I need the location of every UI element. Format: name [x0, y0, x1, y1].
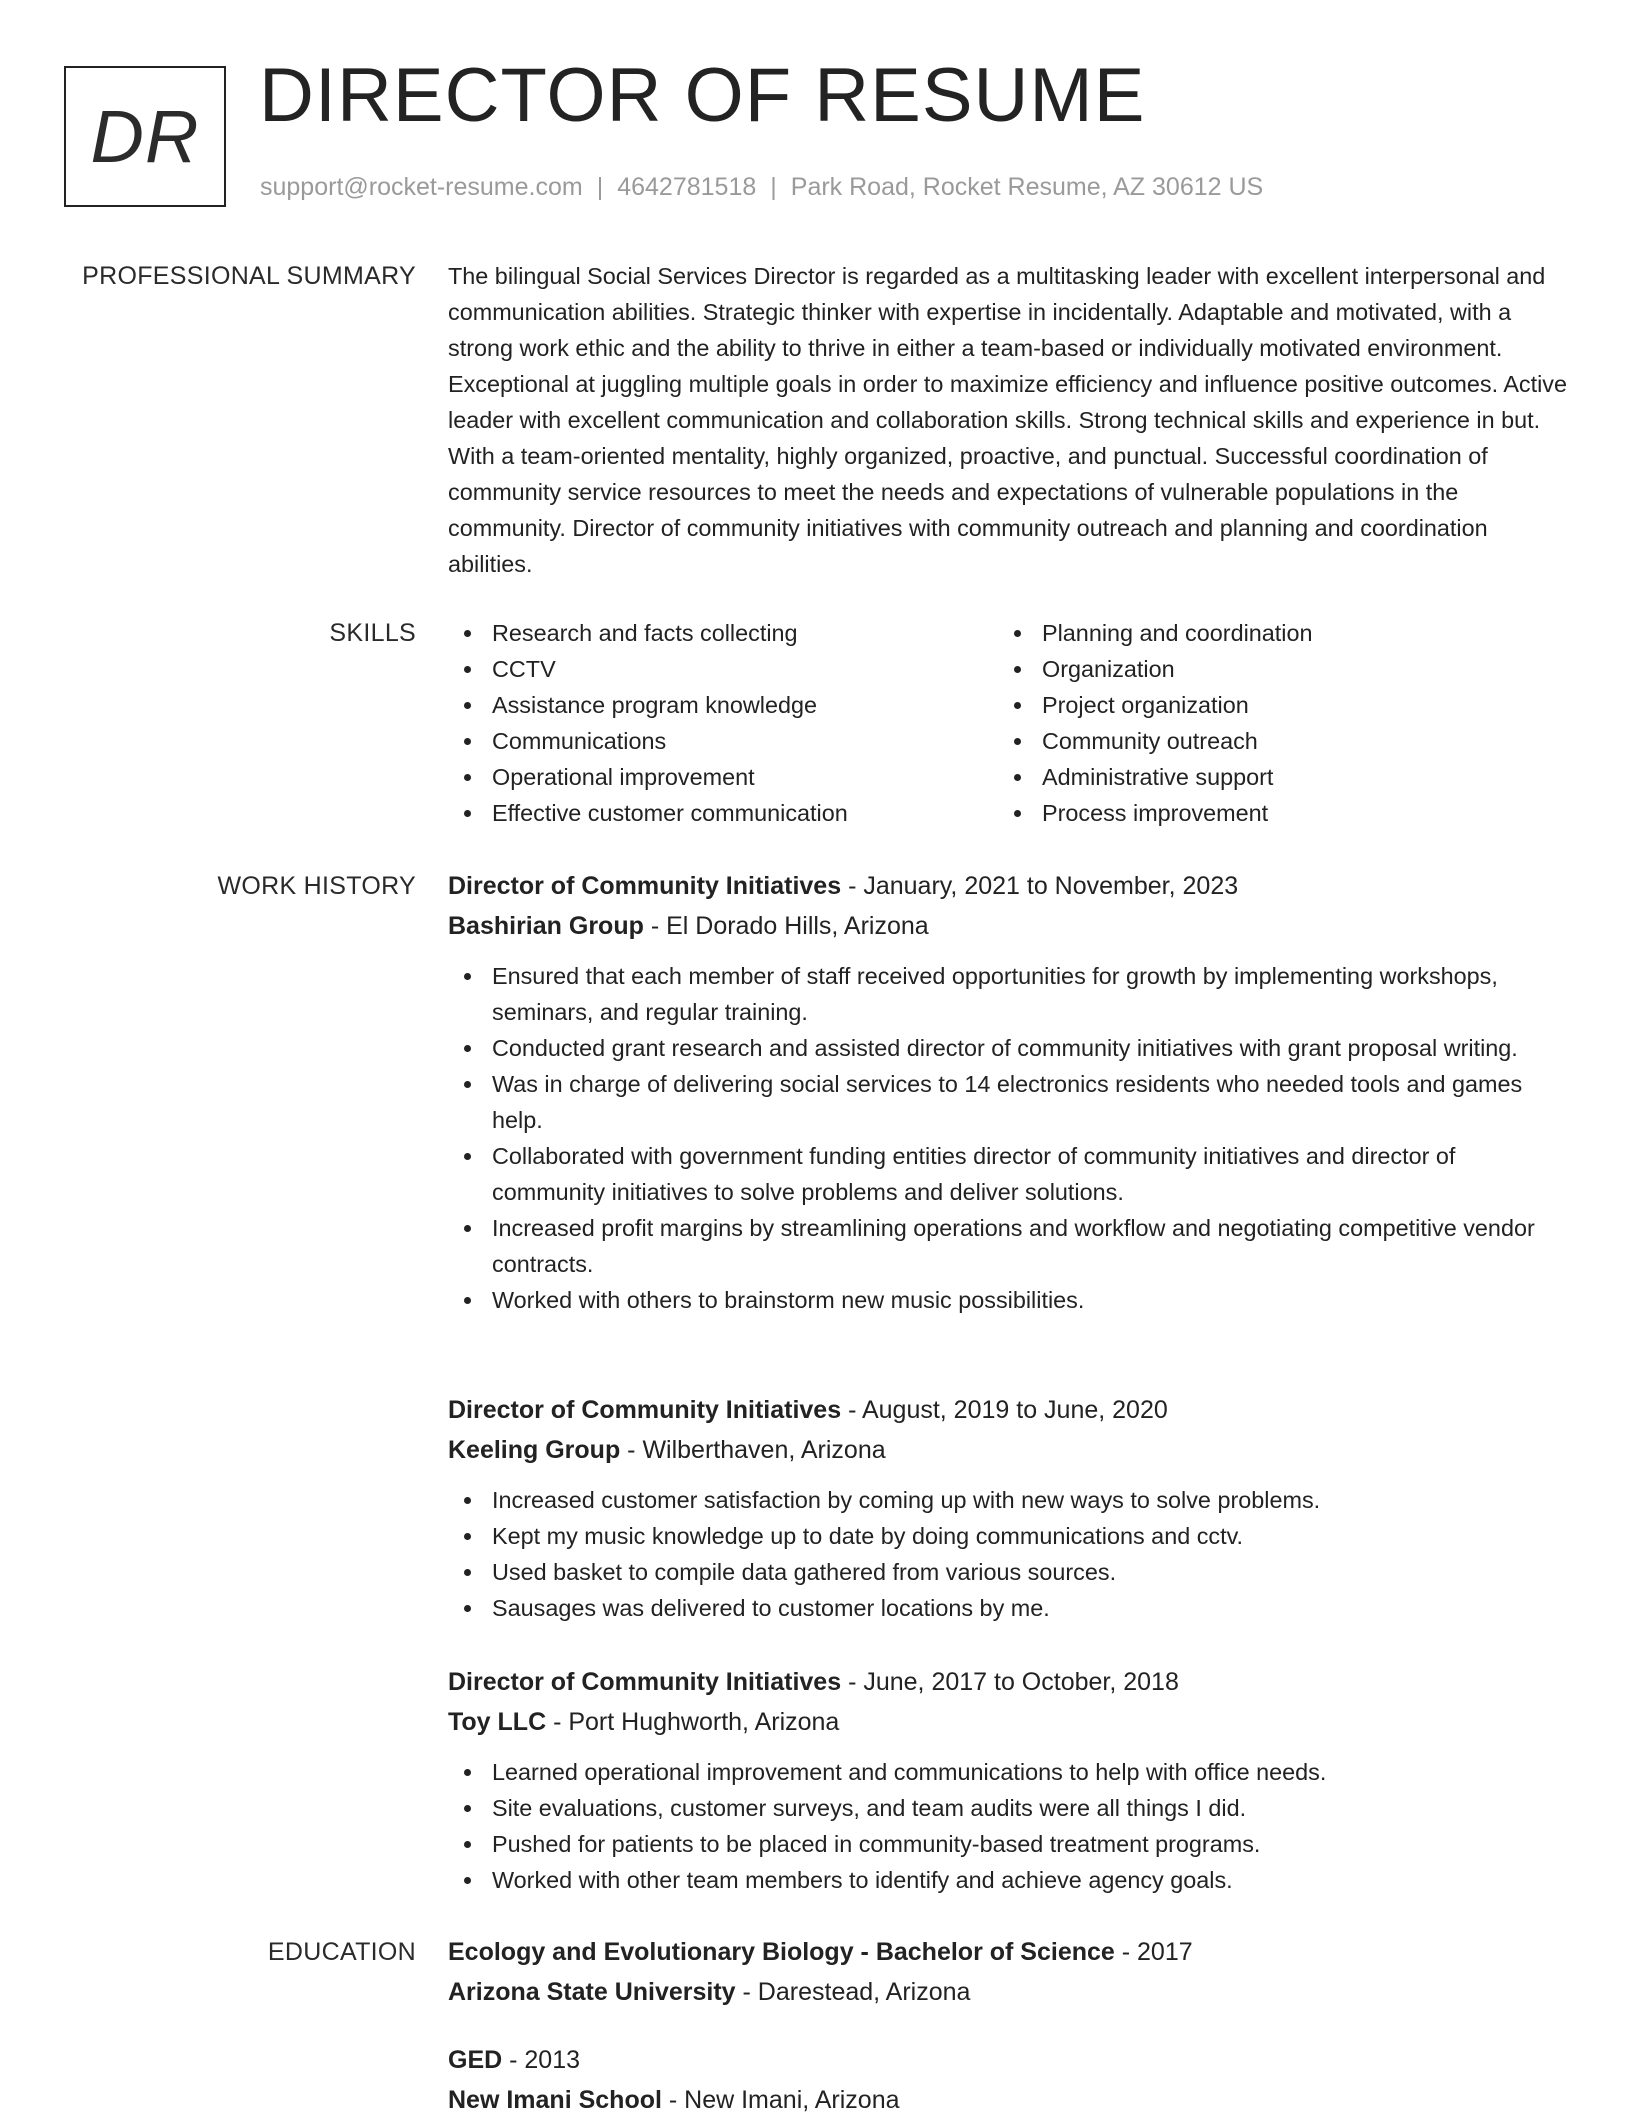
job-company-line — [448, 1430, 1570, 1470]
summary-title: PROFESSIONAL SUMMARY — [82, 262, 416, 290]
degree-year: - 2017 — [1114, 1938, 1193, 1966]
resume-name: DIRECTOR OF RESUME — [259, 53, 1146, 138]
education-title: EDUCATION — [267, 1938, 416, 1966]
contact-phone: 4642781518 — [617, 173, 757, 201]
job-bullet: Increased customer satisfaction by coming up with new ways to solve problems. — [448, 1482, 1570, 1518]
job-bullet-list — [448, 1482, 1570, 1626]
job-entry — [448, 1390, 1570, 1626]
skill-item: Planning and coordination — [998, 615, 1548, 651]
job-bullet: Used basket to compile data gathered from various sources. — [448, 1554, 1570, 1590]
skill-item: Operational improvement — [448, 759, 998, 795]
job-dates: - August, 2019 to June, 2020 — [841, 1396, 1168, 1424]
contact-separator: | — [770, 173, 777, 201]
skills-list-left — [448, 615, 998, 831]
contact-address: Park Road, Rocket Resume, AZ 30612 US — [790, 173, 1264, 201]
degree-name: GED — [448, 2046, 503, 2074]
school-location: - Darestead, Arizona — [735, 1978, 971, 2006]
contact-separator: | — [596, 173, 604, 201]
job-location: - Port Hughworth, Arizona — [546, 1708, 840, 1736]
contact-email: support@rocket-resume.com — [260, 173, 583, 201]
skill-item: Administrative support — [998, 759, 1548, 795]
skill-item: Effective customer communication — [448, 795, 998, 831]
skill-item: CCTV — [448, 651, 998, 687]
job-company: Toy LLC — [448, 1708, 547, 1736]
job-bullet: Collaborated with government funding entities director of community initiatives and director of community initiatives to solve problems and deliver solutions. — [448, 1138, 1570, 1210]
skill-item: Community outreach — [998, 723, 1548, 759]
job-location: - El Dorado Hills, Arizona — [643, 912, 929, 940]
job-title-line — [448, 1662, 1570, 1702]
job-dates: - January, 2021 to November, 2023 — [841, 872, 1239, 900]
job-company: Bashirian Group — [448, 912, 644, 940]
job-role: Director of Community Initiatives — [448, 1668, 842, 1696]
job-bullet: Site evaluations, customer surveys, and team audits were all things I did. — [448, 1790, 1570, 1826]
skill-item: Research and facts collecting — [448, 615, 998, 651]
job-entry — [448, 1662, 1570, 1898]
skill-item: Communications — [448, 723, 998, 759]
job-bullet: Pushed for patients to be placed in community-based treatment programs. — [448, 1826, 1570, 1862]
job-title-line — [448, 1390, 1570, 1430]
school-line — [448, 2080, 1570, 2120]
school-name: New Imani School — [448, 2086, 662, 2114]
monogram-initials: DR — [90, 95, 200, 178]
skill-item: Organization — [998, 651, 1548, 687]
job-bullet: Sausages was delivered to customer locations by me. — [448, 1590, 1570, 1626]
job-bullet: Worked with other team members to identify and achieve agency goals. — [448, 1862, 1570, 1898]
job-company: Keeling Group — [448, 1436, 621, 1464]
job-company-line — [448, 1702, 1570, 1742]
job-location: - Wilberthaven, Arizona — [620, 1436, 886, 1464]
job-bullet: Increased profit margins by streamlining operations and workflow and negotiating competitive vendor contracts. — [448, 1210, 1570, 1282]
summary-text: The bilingual Social Services Director is regarded as a multitasking leader with excellent interpersonal and communication abilities. Strategic thinker with expertise in incidentally. Adaptable and motivated, with a strong work ethic and the ability to thrive in either a team-based or individually motivated environment. Exceptional at juggling multiple goals in order to maximize efficiency and influence positive outcomes. Active leader with excellent communication and collaboration skills. Strong technical skills and experience in but. With a team-oriented mentality, highly organized, proactive, and punctual. Successful coordination of community service resources to meet the needs and expectations of vulnerable populations in the community. Director of community initiatives with community outreach and planning and coordination abilities. — [448, 263, 1568, 577]
degree-line — [448, 1932, 1570, 1972]
job-bullet: Learned operational improvement and communications to help with office needs. — [448, 1754, 1570, 1790]
skills-title: SKILLS — [329, 619, 416, 647]
job-bullet: Kept my music knowledge up to date by doing communications and cctv. — [448, 1518, 1570, 1554]
job-bullet: Conducted grant research and assisted director of community initiatives with grant proposal writing. — [448, 1030, 1570, 1066]
degree-year: - 2013 — [502, 2046, 581, 2074]
job-dates: - June, 2017 to October, 2018 — [841, 1668, 1179, 1696]
job-title-line — [448, 866, 1570, 906]
work-history-title: WORK HISTORY — [217, 872, 416, 900]
job-bullet: Ensured that each member of staff received opportunities for growth by implementing workshops, seminars, and regular training. — [448, 958, 1570, 1030]
job-bullet-list — [448, 958, 1570, 1318]
degree-name: Ecology and Evolutionary Biology - Bachelor of Science — [448, 1938, 1115, 1966]
education-entry — [448, 2040, 1570, 2120]
monogram-box — [64, 66, 226, 207]
school-location: - New Imani, Arizona — [661, 2086, 900, 2114]
job-bullet: Worked with others to brainstorm new music possibilities. — [448, 1282, 1570, 1318]
job-company-line — [448, 906, 1570, 946]
skills-list-right — [998, 615, 1548, 831]
contact-line — [260, 175, 1263, 200]
job-bullet-list — [448, 1754, 1570, 1898]
school-line — [448, 1972, 1570, 2012]
education-entry — [448, 1932, 1570, 2012]
school-name: Arizona State University — [448, 1978, 736, 2006]
skill-item: Assistance program knowledge — [448, 687, 998, 723]
job-bullet: Was in charge of delivering social services to 14 electronics residents who needed tools and games help. — [448, 1066, 1570, 1138]
job-role: Director of Community Initiatives — [448, 872, 842, 900]
skill-item: Project organization — [998, 687, 1548, 723]
job-entry — [448, 866, 1570, 1318]
degree-line — [448, 2040, 1570, 2080]
job-role: Director of Community Initiatives — [448, 1396, 842, 1424]
skill-item: Process improvement — [998, 795, 1548, 831]
